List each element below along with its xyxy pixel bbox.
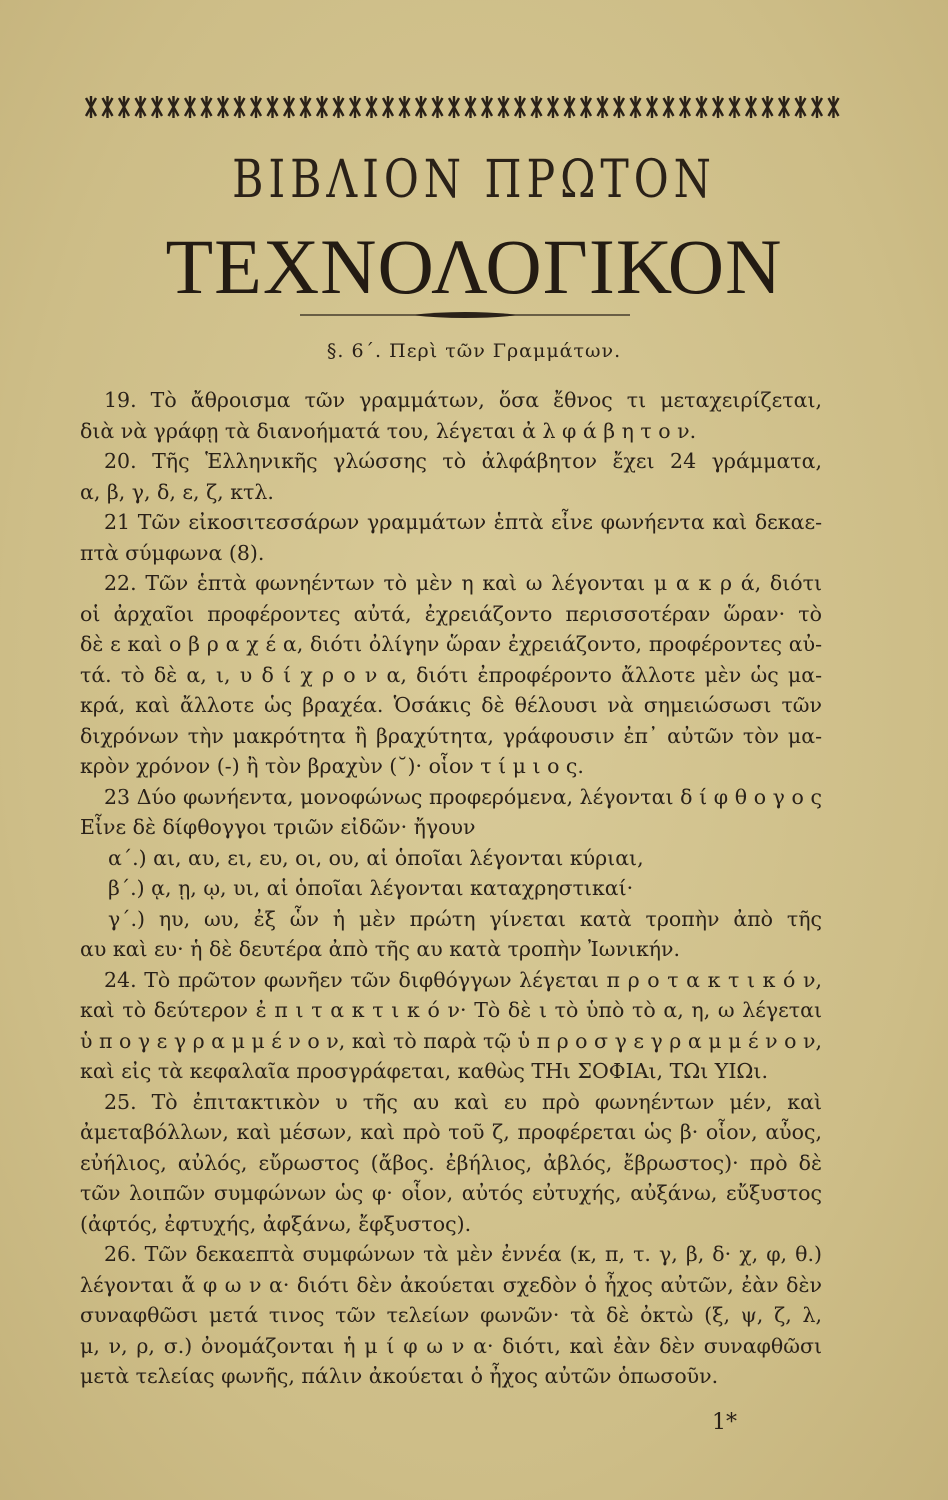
text-line: (ἀφτός, ἐφτυχής, ἀφξάνω, ἔφξυστος). bbox=[80, 1211, 472, 1236]
text-line: λέγονται ἄ φ ω ν α· διότι δὲν ἀκούεται σχεδὸν ὁ ἦχος αὐτῶν, ἐὰν δὲν bbox=[80, 1272, 822, 1297]
title-divider bbox=[300, 308, 630, 322]
text-line: καὶ εἰς τὰ κεφαλαῖα προσγράφεται, καθὼς ΤΗι ΣΟΦΙΑι, ΤΩι ΥΙΩι. bbox=[80, 1059, 768, 1083]
text-line: ἀμεταβόλλων, καὶ μέσων, καὶ πρὸ τοῦ ζ, προφέρεται ὡς β· οἷον, αὖος, bbox=[80, 1120, 822, 1144]
book-subtitle: ΤΕΧΝΟΛΟΓΙΚΟΝ bbox=[165, 223, 783, 310]
text-line: διὰ νὰ γράφῃ τὰ διανοήματά του, λέγεται ἀ λ φ ά β η τ ο ν. bbox=[80, 418, 697, 443]
text-line: πτὰ σύμφωνα (8). bbox=[80, 540, 265, 565]
text-line: οἱ ἀρχαῖοι προφέροντες αὐτά, ἐχρειάζοντο περισσοτέραν ὥραν· τὸ bbox=[80, 601, 822, 626]
text-line: ὑ π ο γ ε γ ρ α μ μ έ ν ο ν, καὶ τὸ παρὰ τῷ ὑ π ρ ο σ γ ε γ ρ α μ μ έ ν ο ν, bbox=[80, 1028, 822, 1053]
page-text bbox=[80, 385, 822, 1392]
text-line: 21 Τῶν εἰκοσιτεσσάρων γραμμάτων ἑπτὰ εἶνε φωνήεντα καὶ δεκαε- bbox=[104, 510, 822, 534]
book-title: ΒΙΒΛΙΟΝ ΠΡΩΤΟΝ bbox=[232, 150, 716, 210]
text-line: μ, ν, ρ, σ.) ὀνομάζονται ἡ μ ί φ ω ν α· διότι, καὶ ἐὰν δὲν συναφθῶσι bbox=[80, 1333, 822, 1358]
text-line: 23 Δύο φωνήεντα, μονοφώνως προφερόμενα, λέγονται δ ί φ θ ο γ ο ς bbox=[104, 784, 822, 809]
text-line: κρά, καὶ ἄλλοτε ὡς βραχέα. Ὁσάκις δὲ θέλουσι νὰ σημειώσωσι τῶν bbox=[80, 693, 822, 717]
text-line: 20. Τῆς Ἑλληνικῆς γλώσσης τὸ ἀλφάβητον ἔχει 24 γράμματα, bbox=[104, 449, 822, 473]
text-line: συναφθῶσι μετά τινος τῶν τελείων φωνῶν· τὰ δὲ ὀκτὼ (ξ, ψ, ζ, λ, bbox=[80, 1303, 822, 1327]
section-heading: §. 6΄. Περὶ τῶν Γραμμάτων. bbox=[326, 340, 622, 362]
ornamental-border bbox=[82, 92, 842, 122]
text-line: τῶν λοιπῶν συμφώνων ὡς φ· οἷον, αὐτός εὐτυχής, αὐξάνω, εὔξυστος bbox=[80, 1181, 822, 1205]
text-line: καὶ τὸ δεύτερον ἐ π ι τ α κ τ ι κ ό ν· Τὸ δὲ ι τὸ ὑπὸ τὸ α, η, ω λέγεται bbox=[80, 998, 822, 1022]
text-line: 19. Τὸ ἄθροισμα τῶν γραμμάτων, ὅσα ἔθνος τι μεταχειρίζεται, bbox=[104, 388, 822, 412]
text-line: 24. Τὸ πρῶτον φωνῆεν τῶν διφθόγγων λέγεται π ρ ο τ α κ τ ι κ ό ν, bbox=[104, 967, 822, 992]
text-line: εὐήλιος, αὐλός, εὔρωστος (ἄβος. ἐβήλιος, ἀβλός, ἔβρωστος)· πρὸ δὲ bbox=[80, 1150, 822, 1175]
text-line: 26. Τῶν δεκαεπτὰ συμφώνων τὰ μὲν ἐννέα (κ, π, τ. γ, β, δ· χ, φ, θ.) bbox=[104, 1242, 822, 1266]
text-line: 25. Τὸ ἐπιτακτικὸν υ τῆς αυ καὶ ευ πρὸ φωνηέντων μέν, καὶ bbox=[104, 1089, 822, 1114]
text-line: αυ καὶ ευ· ἡ δὲ δευτέρα ἀπὸ τῆς αυ κατὰ τροπὴν Ἰωνικήν. bbox=[80, 937, 681, 961]
text-line: τά. τὸ δὲ α, ι, υ δ ί χ ρ ο ν α, διότι ἐπροφέροντο ἄλλοτε μὲν ὡς μα- bbox=[80, 662, 822, 687]
text-line: β΄.) ᾳ, ῃ, ῳ, υι, αἱ ὁποῖαι λέγονται καταχρηστικαί· bbox=[108, 876, 634, 900]
text-line: κρὸν χρόνον (-) ἢ τὸν βραχὺν (˘)· οἷον τ ί μ ι ο ς. bbox=[80, 754, 584, 778]
page-number: 1* bbox=[712, 1410, 737, 1435]
text-line: διχρόνων τὴν μακρότητα ἢ βραχύτητα, γράφουσιν ἐπ᾽ αὐτῶν τὸν μα- bbox=[80, 723, 822, 748]
text-line: γ΄.) ηυ, ωυ, ἐξ ὧν ἡ μὲν πρώτη γίνεται κατὰ τροπὴν ἀπὸ τῆς bbox=[108, 906, 822, 931]
text-line: δὲ ε καὶ ο β ρ α χ έ α, διότι ὀλίγην ὥραν ἐχρειάζοντο, προφέροντες αὐ- bbox=[80, 632, 822, 656]
text-line: α, β, γ, δ, ε, ζ, κτλ. bbox=[80, 479, 274, 504]
text-line: α΄.) αι, αυ, ει, ευ, οι, ου, αἱ ὁποῖαι λέγονται κύριαι, bbox=[108, 845, 644, 870]
text-line: Εἶνε δὲ δίφθογγοι τριῶν εἰδῶν· ἤγουν bbox=[80, 815, 476, 839]
text-line: μετὰ τελείας φωνῆς, πάλιν ἀκούεται ὁ ἦχος αὐτῶν ὁπωσοῦν. bbox=[80, 1364, 719, 1388]
text-line: 22. Τῶν ἑπτὰ φωνηέντων τὸ μὲν η καὶ ω λέγονται μ α κ ρ ά, διότι bbox=[104, 571, 822, 595]
